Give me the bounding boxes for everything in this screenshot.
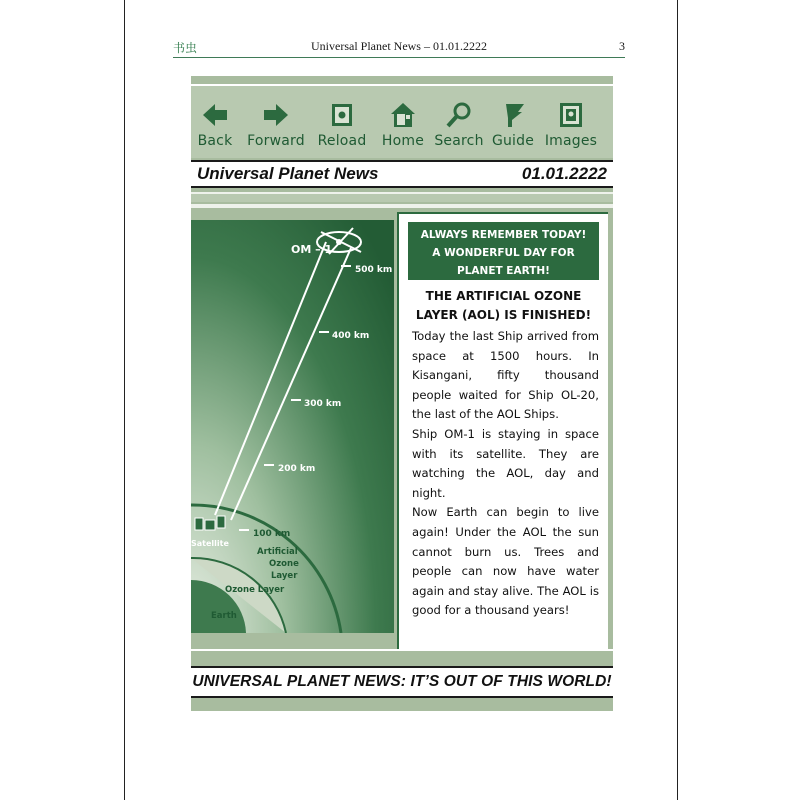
arrow-left-icon [200, 100, 230, 130]
article [399, 214, 608, 654]
book-page [124, 0, 678, 800]
altitude-100: 100 km [253, 529, 291, 539]
back-label: Back [197, 133, 233, 149]
altitude-500: 500 km [355, 265, 393, 275]
headline [406, 287, 601, 325]
web-page-frame [191, 76, 613, 711]
magnifier-icon [444, 100, 474, 130]
masthead-date: 01.01.2222 [521, 164, 607, 183]
home-button[interactable] [379, 86, 427, 158]
decorative-band [191, 192, 613, 202]
guide-label: Guide [491, 133, 535, 149]
orbit-diagram [191, 220, 394, 633]
running-head [173, 39, 625, 58]
earth-label: Earth [211, 611, 237, 621]
guide-button[interactable] [491, 86, 535, 158]
aol-label-1: Artificial [257, 547, 298, 557]
altitude-300: 300 km [304, 399, 342, 409]
paragraph: Now Earth can begin to live again! Under the AOL the sun cannot burn us. Trees and people can now have water again and stay alive. The AOL is good for a thousand years! [412, 505, 599, 618]
paragraph: Today the last Ship arrived from space at 1500 hours. In Kisangani, fifty thousand people waited for Ship OL-20, the last of the AOL Ships. [412, 329, 599, 422]
back-button[interactable] [195, 86, 235, 158]
images-button[interactable] [543, 86, 599, 158]
station-label: OM – 1 [291, 243, 333, 256]
altitude-400: 400 km [332, 331, 370, 341]
paragraph: Ship OM-1 is staying in space with its satellite. They are watching the AOL, day and night. [412, 426, 599, 500]
running-title: Universal Planet News – 01.01.2222 [311, 39, 487, 53]
satellite-label: Satellite [191, 539, 229, 548]
banner-line-3: PLANET EARTH! [457, 265, 550, 277]
arrow-right-icon [261, 100, 291, 130]
masthead [191, 160, 613, 188]
images-icon [556, 100, 586, 130]
banner [408, 222, 599, 280]
reload-icon [327, 100, 357, 130]
banner-line-1: ALWAYS REMEMBER TODAY! [420, 229, 587, 241]
article-body [412, 327, 599, 621]
masthead-title: Universal Planet News [197, 164, 379, 183]
banner-line-2: A WONDERFUL DAY FOR [432, 247, 575, 259]
slogan: UNIVERSAL PLANET NEWS: IT’S OUT OF THIS WORLD! [192, 673, 612, 690]
forward-label: Forward [247, 133, 305, 149]
footer-band [191, 649, 613, 663]
reload-button[interactable] [315, 86, 369, 158]
aol-label-2: Ozone [269, 559, 299, 569]
search-button[interactable] [431, 86, 487, 158]
altitude-200: 200 km [278, 464, 316, 474]
divider [191, 204, 613, 208]
page-number: 3 [619, 39, 625, 53]
guide-icon [498, 100, 528, 130]
headline-line-1: THE ARTIFICIAL OZONE [425, 289, 582, 303]
forward-button[interactable] [245, 86, 307, 158]
browser-toolbar [191, 84, 613, 158]
ozone-label: Ozone Layer [225, 585, 285, 595]
slogan-bar [191, 666, 613, 698]
reload-label: Reload [317, 133, 367, 149]
aol-label-3: Layer [271, 571, 298, 581]
images-label: Images [544, 133, 598, 149]
home-label: Home [381, 133, 425, 149]
headline-line-2: LAYER (AOL) IS FINISHED! [415, 308, 592, 322]
search-label: Search [434, 133, 484, 149]
home-icon [388, 100, 418, 130]
series-logo: 书虫 [173, 41, 198, 55]
